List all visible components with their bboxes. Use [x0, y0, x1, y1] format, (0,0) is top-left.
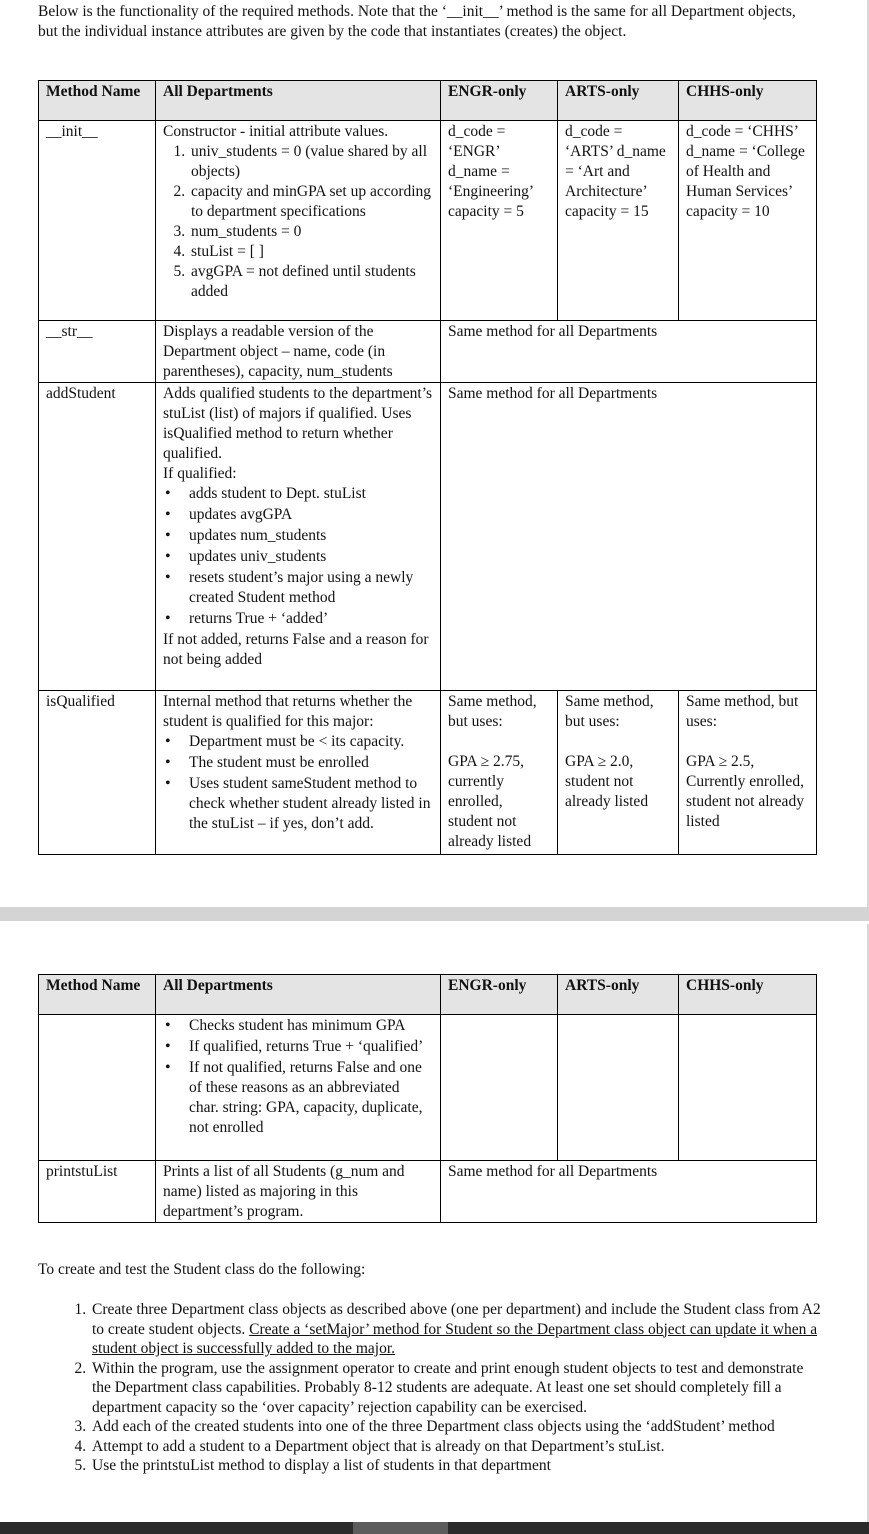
header-method-name: Method Name	[39, 975, 156, 1015]
cell-text: GPA ≥ 2.0, student not already listed	[565, 753, 649, 810]
header-chhs: CHHS-only	[679, 81, 817, 121]
row-addStudent	[39, 383, 817, 691]
list-item: 4. Attempt to add a student to a Department object that is already on that Department’s stuList.	[90, 1437, 824, 1457]
methods-table-2	[38, 974, 817, 1223]
same-method-cell: Same method for all Departments	[441, 1161, 817, 1223]
row-str	[39, 321, 817, 383]
list-item: 2. capacity and minGPA set up according to department specifications	[189, 182, 433, 222]
list-item: 3. Add each of the created students into one of the three Department class objects using the ‘addStudent’ method	[90, 1417, 824, 1437]
list-item: • updates num_students	[189, 526, 433, 547]
cell-text: Same method, but uses:	[448, 693, 537, 730]
bullet-list	[163, 1016, 433, 1139]
list-item: 4. stuList = [ ]	[189, 242, 433, 262]
header-engr: ENGR-only	[441, 975, 558, 1015]
step-text: Create three Department class objects as described above (one per department) and include the Student class from A2 to create student objects.	[92, 1301, 821, 1338]
cell-text: Internal method that returns whether the student is qualified for this major:	[163, 693, 413, 730]
all-departments-cell	[156, 383, 441, 691]
cell-text: Constructor - initial attribute values.	[163, 123, 389, 140]
list-item: 2. Within the program, use the assignment operator to create and print enough student objects to test and demonstrate the Department class capabilities. Probably 8-12 students are adequate. At least one set should completely fill a department capacity so the ‘over capacity’ rejection capability can be exercised.	[90, 1359, 824, 1418]
step-underlined-text: Create a ‘setMajor’ method for Student so the Department class object can update it when a student object is successfully added to the major.	[92, 1320, 818, 1357]
row-printstuList	[39, 1161, 817, 1223]
header-arts: ARTS-only	[558, 975, 679, 1015]
all-departments-cell	[156, 1015, 441, 1161]
list-item	[90, 1300, 824, 1359]
header-arts: ARTS-only	[558, 81, 679, 121]
spacer	[448, 732, 550, 752]
methods-table-1	[38, 80, 817, 855]
same-method-cell: Same method for all Departments	[441, 321, 817, 383]
list-item: • updates univ_students	[189, 547, 433, 568]
cell-text: Same method, but uses:	[686, 693, 799, 730]
table-header-row	[39, 81, 817, 121]
list-item: • Uses student sameStudent method to check whether student already listed in the stuList – if yes, don’t add.	[189, 774, 433, 835]
method-name: isQualified	[39, 691, 156, 855]
arts-cell	[558, 1015, 679, 1161]
header-method-name: Method Name	[39, 81, 156, 121]
chhs-cell	[679, 691, 817, 855]
all-departments-cell	[156, 121, 441, 321]
table-header-row	[39, 975, 817, 1015]
all-departments-cell: Displays a readable version of the Department object – name, code (in parentheses), capacity, num_students	[156, 321, 441, 383]
all-departments-cell	[156, 691, 441, 855]
list-item: • updates avgGPA	[189, 505, 433, 526]
list-item: • If not qualified, returns False and one of these reasons as an abbreviated char. string: GPA, capacity, duplicate, not enrolled	[189, 1058, 433, 1139]
list-item: • resets student’s major using a newly created Student method	[189, 568, 433, 609]
cell-text: Same method, but uses:	[565, 693, 654, 730]
bullet-list	[163, 484, 433, 630]
engr-cell	[441, 691, 558, 855]
cell-text: GPA ≥ 2.75, currently enrolled, student not already listed	[448, 753, 532, 850]
spacer	[565, 732, 671, 752]
header-chhs: CHHS-only	[679, 975, 817, 1015]
bullet-list	[163, 732, 433, 835]
method-name: addStudent	[39, 383, 156, 691]
chhs-cell: d_code = ‘CHHS’ d_name = ‘College of Health and Human Services’ capacity = 10	[679, 121, 817, 321]
row-init	[39, 121, 817, 321]
list-item: • The student must be enrolled	[189, 753, 433, 774]
list-item: 5. avgGPA = not defined until students added	[189, 262, 433, 302]
test-instructions-intro: To create and test the Student class do the following:	[38, 1261, 366, 1278]
cell-text: GPA ≥ 2.5, Currently enrolled, student not already listed	[686, 753, 804, 830]
list-item: • If qualified, returns True + ‘qualified’	[189, 1037, 433, 1058]
list-item: 1. univ_students = 0 (value shared by all objects)	[189, 142, 433, 182]
arts-cell: d_code = ‘ARTS’ d_name = ‘Art and Architecture’ capacity = 15	[558, 121, 679, 321]
header-all-departments: All Departments	[156, 975, 441, 1015]
header-all-departments: All Departments	[156, 81, 441, 121]
list-item: 5. Use the printstuList method to display a list of students in that department	[90, 1456, 824, 1476]
engr-cell	[441, 1015, 558, 1161]
all-departments-cell: Prints a list of all Students (g_num and name) listed as majoring in this department’s program.	[156, 1161, 441, 1223]
row-isQualified	[39, 691, 817, 855]
numbered-list	[163, 142, 433, 302]
intro-paragraph: Below is the functionality of the required methods. Note that the ‘__init__’ method is the same for all Department objects, but the individual instance attributes are given by the code that instantiates (creates) the object.	[38, 3, 796, 40]
engr-cell: d_code = ‘ENGR’ d_name = ‘Engineering’ capacity = 5	[441, 121, 558, 321]
header-engr: ENGR-only	[441, 81, 558, 121]
method-name: __str__	[39, 321, 156, 383]
test-steps-list	[64, 1300, 824, 1476]
method-name: __init__	[39, 121, 156, 321]
list-item: • adds student to Dept. stuList	[189, 484, 433, 505]
method-name: printstuList	[39, 1161, 156, 1223]
arts-cell	[558, 691, 679, 855]
method-name	[39, 1015, 156, 1161]
chhs-cell	[679, 1015, 817, 1161]
page-separator	[0, 907, 869, 921]
list-item: • Checks student has minimum GPA	[189, 1016, 433, 1037]
list-item: • returns True + ‘added’	[189, 609, 433, 630]
cell-text: If qualified:	[163, 465, 237, 482]
cell-text: Adds qualified students to the department’s stuList (list) of majors if qualified. Uses isQualified method to return whether qualified.	[163, 385, 433, 462]
scrollbar-thumb[interactable]	[353, 1522, 448, 1534]
same-method-cell: Same method for all Departments	[441, 383, 817, 691]
cell-text: If not added, returns False and a reason for not being added	[163, 631, 429, 668]
row-isQualified-continued	[39, 1015, 817, 1161]
spacer	[686, 732, 809, 752]
list-item: • Department must be < its capacity.	[189, 732, 433, 753]
list-item: 3. num_students = 0	[189, 222, 433, 242]
